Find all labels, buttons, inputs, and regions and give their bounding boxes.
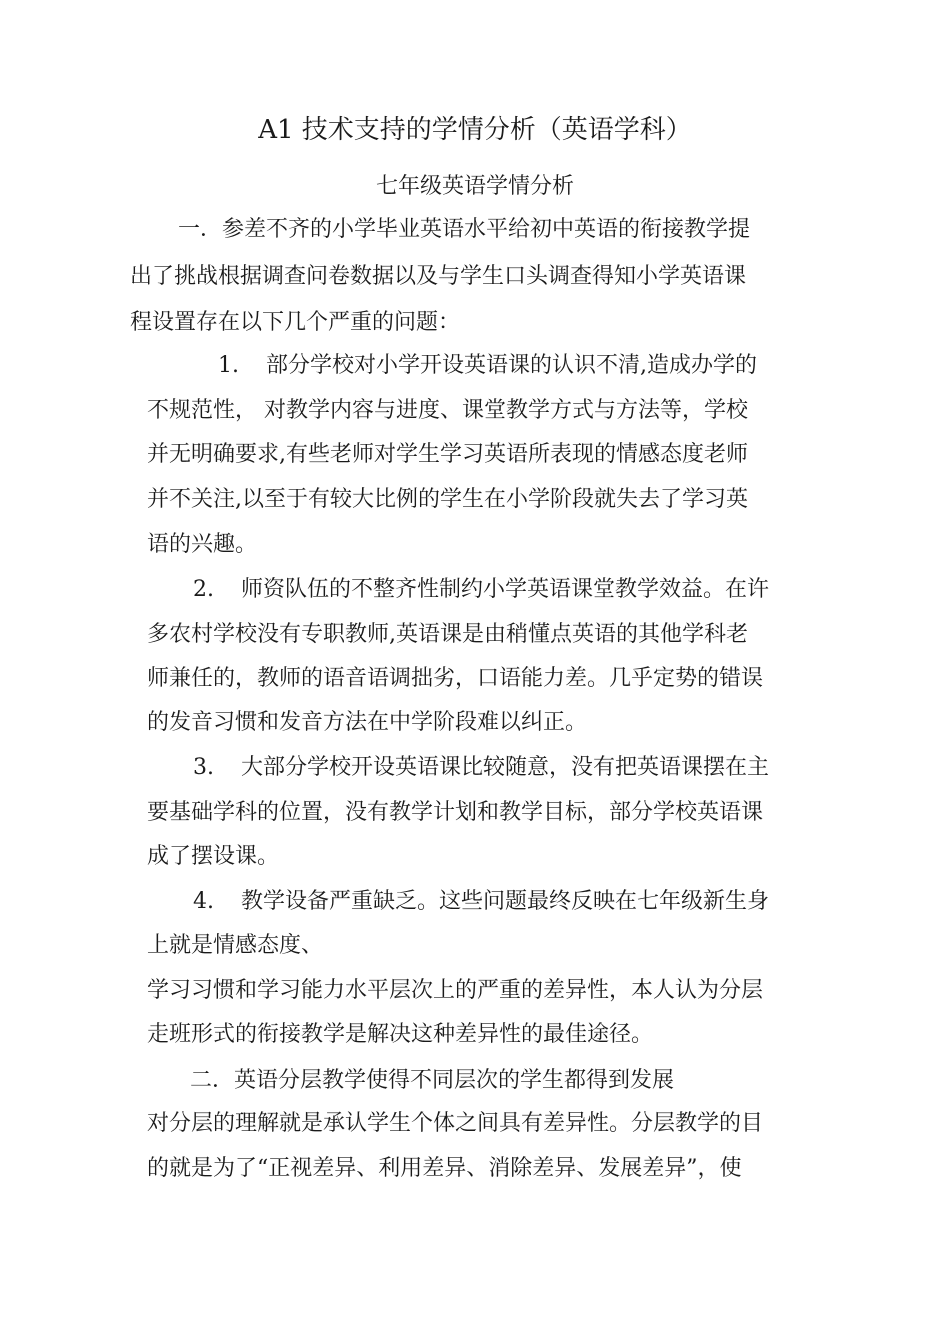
list-item-text: 教学设备严重缺乏。这些问题最终反映在七年级新生身 xyxy=(241,889,770,914)
list-item-line: 语的兴趣。 xyxy=(147,532,258,557)
list-item-number: 1. xyxy=(218,353,239,378)
list-item-line: 要基础学科的位置，没有教学计划和教学目标，部分学校英语课 xyxy=(147,800,764,825)
list-item-line: 并无明确要求,有些老师对学生学习英语所表现的情感态度老师 xyxy=(147,442,748,467)
list-item-number: 4. xyxy=(193,889,214,914)
list-item-number: 3. xyxy=(193,755,214,780)
list-item-line: 并不关注,以至于有较大比例的学生在小学阶段就失去了学习英 xyxy=(147,487,748,512)
list-item-number: 2. xyxy=(193,577,214,602)
section1-line: 出了挑战根据调查问卷数据以及与学生口头调查得知小学英语课 xyxy=(130,264,747,289)
list-item-text: 师资队伍的不整齐性制约小学英语课堂教学效益。在许 xyxy=(241,577,770,602)
continuation-line: 学习习惯和学习能力水平层次上的严重的差异性，本人认为分层 xyxy=(147,978,764,1003)
document-subtitle: 七年级英语学情分析 xyxy=(375,174,574,199)
list-item-first-line xyxy=(193,753,769,783)
section1-line: 一．参差不齐的小学毕业英语水平给初中英语的衔接教学提 xyxy=(178,217,751,242)
list-item-line: 成了摆设课。 xyxy=(147,844,280,869)
continuation-line: 走班形式的衔接教学是解决这种差异性的最佳途径。 xyxy=(147,1022,654,1047)
list-item-first-line xyxy=(218,351,757,381)
list-item-line: 的发音习惯和发音方法在中学阶段难以纠正。 xyxy=(147,710,588,735)
section2-line: 的就是为了“正视差异、利用差异、消除差异、发展差异”，使 xyxy=(147,1156,742,1181)
list-item-text: 大部分学校开设英语课比较随意，没有把英语课摆在主 xyxy=(241,755,770,780)
list-item-line: 师兼任的，教师的语音语调拙劣，口语能力差。几乎定势的错误 xyxy=(147,666,764,691)
list-item-first-line xyxy=(193,575,769,605)
list-item-line: 上就是情感态度、 xyxy=(147,933,324,958)
list-item-text: 部分学校对小学开设英语课的认识不清,造成办学的 xyxy=(266,353,757,378)
list-item-line: 多农村学校没有专职教师,英语课是由稍懂点英语的其他学科老 xyxy=(147,622,748,647)
section2-heading: 二．英语分层教学使得不同层次的学生都得到发展 xyxy=(190,1068,675,1093)
list-item-first-line xyxy=(193,887,769,917)
document-title: A1 技术支持的学情分析（英语学科） xyxy=(258,115,692,145)
section2-line: 对分层的理解就是承认学生个体之间具有差异性。分层教学的目 xyxy=(147,1111,764,1136)
list-item-line: 不规范性， 对教学内容与进度、课堂教学方式与方法等，学校 xyxy=(147,398,748,423)
section1-line: 程设置存在以下几个严重的问题： xyxy=(130,310,461,335)
